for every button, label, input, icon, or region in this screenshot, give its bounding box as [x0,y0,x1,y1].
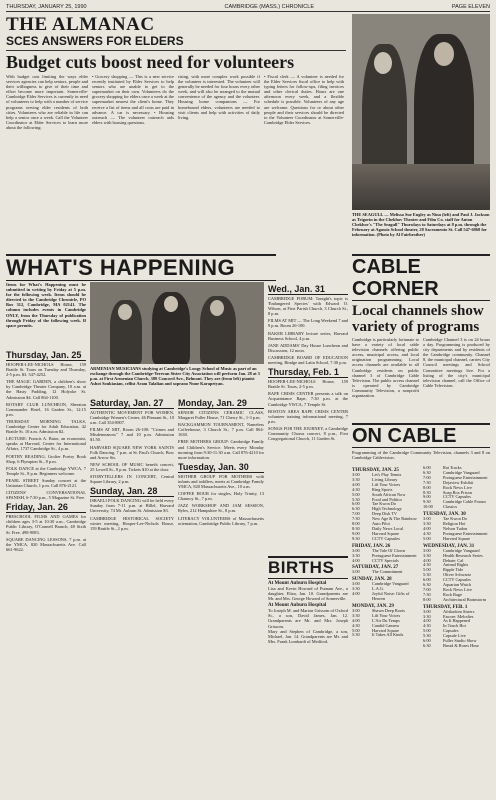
seagull-photo [352,14,490,210]
event-item: PRESCHOOL FILMS AND GAMES for children ages 3-5 at 10:30 a.m., Cambridge Public Library, O'Connell Branch, 48 Sixth St. Free. 498-9083. [6,514,86,535]
schedule-time: 3:30 [423,521,431,527]
schedule-time: 4:00 [423,525,431,531]
schedule-time: 4:30 [423,562,431,568]
events-column-4 [268,282,348,552]
schedule-program: Lift Your Voices [372,612,401,618]
schedule-left-column [352,466,419,796]
event-item: LITERACY VOLUNTEERS of Massachusetts orientation, Cambridge Public Library, 7 p.m. [178,515,264,526]
events-column-3 [178,396,264,796]
schedule-time: 3:30 [423,613,431,619]
schedule-time: 4:30 [352,622,360,628]
schedule-program: Debate: Cal [443,557,464,563]
schedule-row [352,559,419,564]
cable-corner-header: CABLE CORNER [352,254,490,301]
schedule-row [352,537,419,542]
schedule-program: CCTV Capsules [372,535,400,541]
schedule-program: Portuguese Entertainment [443,474,488,480]
schedule-time: 6:30 [423,469,431,475]
schedule-time: 3:00 [352,607,360,613]
schedule-program: The Tale Of Clown [372,547,406,553]
births-list [268,581,348,644]
event-day-heading: Wed., Jan. 31 [268,284,348,295]
schedule-time: 8:30 [423,489,431,495]
schedule-time: 3:30 [352,552,360,558]
schedule-time: 7:30 [352,516,360,522]
births-title: BIRTHS [268,556,348,579]
schedule-program: Nelson Tudon [443,525,468,531]
event-item: BAKER LIBRARY lecture series, Harvard Business School, 4 p.m. [268,330,348,341]
schedule-program: Tae Kwon Do [372,501,397,507]
whats-happening-intro: Items for What's Happening must be submitted in writing by Friday at 5 p.m. for the following week. Items should be directed to the Cambridge Chronicle, PO Box 312, Cambridge, MA 02141. The column includes events in Cambridge ONLY, from the Thursday of publication through Friday of the following week. If space permits. [6,282,86,328]
event-day-heading: Thursday, Jan. 25 [6,350,86,361]
schedule-program: Oliver Schwartz [443,572,472,578]
schedule-time: 4:30 [423,530,431,536]
event-item: BOSTON AREA RAPE CRISIS CENTER volunteer training informational meeting, 7 p.m. [268,408,348,424]
schedule-time: 6:30 [423,643,431,648]
schedule-time: 8:00 [423,596,431,602]
schedule-program: Capsules [443,628,459,634]
schedule-row [352,633,419,638]
event-item: THE MAGIC GARDEN, a children's show by Cambridge Theater Company, 10 a.m. at the Hasty Pudding, 12 Holyoke St. Admission $4. Call 864-1100. [6,379,86,400]
armenian-musicians-photo [90,282,264,364]
schedule-program: Aquarian Watch [443,582,471,588]
schedule-time: 7:00 [423,474,431,480]
cable-column-1: Cambridge is particularly fortunate to have a variety of local cable television channels offering public access, municipal access, and local origination programming. Local access channels are available to all Cambridge residents on public channel 3 of Cambridge Cable Television. The public access channel is operated by Cambridge Community Television, a nonprofit organization. [352,337,419,399]
schedule-time: 5:30 [423,633,431,639]
event-day-heading: Tuesday, Jan. 30 [178,462,264,473]
schedule-time: 5:30 [352,496,360,502]
schedule-time: 4:00 [352,557,360,563]
schedule-program: Joyful Noise: Gifts of Heaven [372,591,410,602]
schedule-time: 7:30 [423,591,431,597]
schedule-program: Soap Box Prison [443,489,472,495]
schedule-program: Daily News Local [372,525,404,531]
schedule-time: 7:00 [352,511,360,517]
schedule-program: Portuguese Entertainment [372,552,417,558]
schedule-program: Afrikadom Sisters [443,608,475,614]
armenian-musicians-caption: ARMENIAN MUSICIANS studying at Cambridge's Longy School of Music as part of an exchange through the Cambridge-Yerevan Sister City Association will perform Jan. 28 at 3 p.m. at First Armenian Church, 380 Concord Ave., Belmont. They are (from left) pianist Ashot Soukiasian, cellist Aram Talalian and soprano Nune Karapetyan. [90,366,260,387]
schedule-time: 3:00 [423,547,431,553]
schedule-program: Cambridge Cable Forum [443,499,486,505]
schedule-day-heading: TUESDAY, JAN. 30 [423,512,466,518]
schedule-time: 3:00 [352,581,360,587]
event-item: FILMS AT MIT — The Long Weekend 7 and 9 p.m. Room 26-100. [268,318,348,329]
schedule-time: 9:30 [423,499,431,505]
schedule-program: Bread & Roses Hour [443,643,479,648]
almanac-headline: Budget cuts boost need for volunteers [6,52,295,72]
cable-headline: Local channels show variety of programs [352,303,484,335]
schedule-program: In Touch Hot [443,623,466,629]
schedule-program: Fuller Studio Show [443,638,477,644]
schedule-time: 4:00 [352,591,360,597]
schedule-day-heading: SATURDAY, JAN. 27 [352,565,399,571]
schedule-program: Cambridge Vanguard [372,581,409,587]
event-item: FOLK DANCE at the Cambridge YWCA, 7 Temple St., 8 p.m. Beginners welcome. [6,465,86,476]
schedule-row [423,505,490,510]
schedule-program: Auto Pilot [372,521,390,527]
event-item: POETRY READING, Grolier Poetry Book Shop, 6 Plympton St., 8 p.m. [6,453,86,464]
event-item: FREE MOTHERS GROUP: Cambridge Family and Children's Service. Meets every Monday morning from 9:30-11:30 a.m. Call 876-4210 for more information. [178,439,264,460]
schedule-time: 10:00 [423,504,433,510]
schedule-program: Deep Dish TV [372,511,397,517]
event-item: SENIOR CITIZENS CERAMIC CLASS, Margaret Fuller House, 71 Cherry St., 1-3 p.m. [178,410,264,421]
folio-page-number: PAGE ELEVEN [451,4,490,10]
schedule-program: Cambridge Vanguard [443,547,480,553]
event-item: AUTHENTIC MOVEMENT FOR WOMEN, Cambridge Women's Center, 46 Pleasant St., 10 a.m. Call 354-8807. [90,410,174,426]
schedule-time: 4:00 [352,617,360,623]
schedule-day-heading: THURSDAY, FEB. 1 [423,604,468,610]
schedule-time: 9:00 [423,494,431,500]
schedule-program: Rock News Live [443,586,472,592]
event-item: ROTARY CLUB LUNCHEON, Sheraton Commander Hotel, 16 Garden St., 12:15 p.m. [6,401,86,417]
birth-entry: To Joseph M. and Marion Grissom of Oxford St., a son, David James, Jan. 12. Grandparents are Mr. and Mrs. Joseph Grissom. [268,608,348,629]
schedule-time: 3:30 [352,476,360,482]
schedule-time: 9:30 [352,535,360,541]
schedule-right-column [423,466,490,796]
schedule-time: 6:00 [423,466,431,470]
schedule-program: As It Happened [443,618,470,624]
on-cable-header: ON CABLE [352,423,490,448]
schedule-program: South African Now [372,491,406,497]
schedule-program: Cambridge Vanguard [443,469,480,475]
schedule-program: Encore: Melodies [443,613,474,619]
schedule-time: 4:00 [423,618,431,624]
schedule-time: 7:00 [423,586,431,592]
event-item: HOOPER-LEE-NICHOLS House, 159 Brattle St. Tours on Tuesday and Thursday, 2-5 p.m. $3. 547-4252. [6,362,86,378]
schedule-row [423,537,490,542]
schedule-time: 3:00 [423,516,431,522]
almanac-section [6,14,490,254]
folio-publication: CAMBRIDGE (MASS.) CHRONICLE [224,4,315,10]
event-day-heading: Thursday, Feb. 1 [268,367,348,378]
on-cable-intro: Programming of the Cambridge Community Television, channels 3 and 8 on Cambridge Cablevision. [352,450,490,461]
schedule-program: Candid Camera [372,622,399,628]
schedule-program: Animal Rights [443,562,469,568]
schedule-program: Classics [443,504,458,510]
schedule-program: Living Library [372,476,398,482]
birth-hospital-heading: At Mount Auburn Hospital [268,581,327,586]
schedule-program: CCTV Capsules [443,577,471,583]
schedule-program: Rock News Live [443,484,472,490]
schedule-time: 9:00 [352,530,360,536]
schedule-time: 4:00 [352,481,360,487]
schedule-program: Dejaview Exhibit [443,479,474,485]
schedule-day-heading: THURSDAY, JAN. 25 [352,468,399,473]
event-item: THURSDAY MORNING TALKS, Cambridge Center for Adult Education, 42 Brattle St. 10 a.m. Admission $2. [6,418,86,435]
almanac-column-1: With budget cuts limiting the ways elder services agencies can help seniors, people and their willingness to give of their time and effort become more important. Somerville-Cambridge Elder Services is currently in need of volunteers to help with a number of service programs serving elder residents of both cities. Volunteers who are reliable in life can help a senior once a week. Call the Volunteer Coordinator at Elder Services to learn more about the following: [6,74,88,130]
folio-line [6,4,490,12]
almanac-masthead: THE ALMANAC [6,14,155,35]
seagull-photo-caption: THE SEAGULL — Melissa Sue Engley as Nina (left) and Paul J. Jackson as Trigorin in the Chekhov Theater and Film Co. staff for Anton Chekhov's "The Seagull" Thursdays to Saturdays at 8 p.m. through the February at Agassiz School theater, 28 Sacramento St. Call 547-6868 for information. (Photo by Al Fairbrother) [352,212,490,238]
schedule-time: 8:00 [352,521,360,527]
schedule-time: 3:00 [352,547,360,553]
schedule-program: New Age & The Rainbow [372,516,417,522]
schedule-time: 3:30 [352,586,360,592]
schedule-time: 5:00 [423,567,431,573]
event-day-heading: Saturday, Jan. 27 [90,398,174,409]
schedule-program: Food and Politics [372,496,403,502]
event-item: CAMBRIDGE BOARD OF EDUCATION meeting, Rindge and Latin School, 7:30 p.m. [268,354,348,366]
event-item: NEW SCHOOL OF MUSIC benefit concert, 25 Lowell St., 8 p.m. Tickets $10 at the door. [90,461,174,472]
schedule-time: 5:00 [423,628,431,634]
schedule-day-heading: SUNDAY, JAN. 28 [352,577,392,583]
event-item: CAMBRIDGE FORUM: Tonight's topic is 'Endangered Species' with Edward O. Wilson, at First Parish Church, 3 Church St., 8 p.m. [268,296,348,317]
schedule-time: 3:30 [352,612,360,618]
events-column-2 [90,396,174,796]
schedule-time: 6:00 [423,577,431,583]
birth-entry: Mary and Stephen of Cambridge, a son, Michael, Jan. 14. Grandparents are Mr. and Mrs. Frank Lombardi of Medford. [268,628,348,644]
schedule-program: Harvard Square [372,530,400,536]
schedule-time: 5:30 [352,632,360,638]
schedule-time: 3:00 [352,472,360,477]
schedule-row [352,592,419,602]
cable-column-2: Cambridge Channel 3 is on 24 hours a day. Programming is produced by city departments and by residents of the Cambridge community. Channel 8, the municipal channel, carries City Council meetings and School Committee meetings live. For a listing of the city's municipal television channel, call the Office of Cable Television. [423,337,490,388]
schedule-program: Rat Tracks [443,466,462,470]
almanac-column-2: • Grocery shopping — This is a new service recently instituted by Elder Services to help seniors who are unable to get to the supermarket on their own. Volunteers do the grocery shopping for elders once a week at the supermarket nearest the client's home. They receive a list of items and all costs are paid in advance. A car is necessary. • Housing outreach — The volunteer outreach aids elders with housing questions. [92,74,174,125]
schedule-time: 6:30 [423,582,431,588]
schedule-program: Shawn Deep Roots [372,607,405,613]
event-item: JANE ADDAMS' Day House Luncheon and Discussion, 12 noon. [268,342,348,353]
schedule-time: 4:00 [423,557,431,563]
schedule-program: CCTV Capsules [443,494,471,500]
almanac-column-3: rising, with more complex work possible if the volunteer is interested. The volunteer will generally be needed for four hours every other week, and will also be arranged to the mutual convenience of the agency and the volunteer. Housing home companions — For homebound elders, volunteers are needed to visit clients and help with activities of daily living. [178,74,260,120]
event-day-heading: Monday, Jan. 29 [178,398,264,409]
schedule-time: 6:00 [423,638,431,644]
schedule-row [423,644,490,649]
event-item: CAMBRIDGE HISTORICAL SOCIETY winter meeting, Hooper-Lee-Nichols House, 159 Brattle St., 2 p.m. [90,515,174,531]
events-column-1 [6,348,86,796]
schedule-program: Religion Hot [443,521,466,527]
schedule-row [352,570,419,575]
births-section [268,556,348,796]
event-item: SONGS FOR THE JOURNEY, a Cambridge Community Chorus concert, 8 p.m., First Congregational Church, 11 Garden St. [268,425,348,442]
birth-hospital-heading: At Mount Auburn Hospital [268,603,327,609]
schedule-day-heading: WEDNESDAY, JAN. 31 [423,543,475,549]
schedule-time: 5:30 [423,572,431,578]
schedule-program: L'Air Du Temps [372,617,400,623]
schedule-time: 8:00 [423,484,431,490]
schedule-program: Architectural Brainstorm [443,596,487,602]
event-item: MOTHER GROUP FOR MOTHERS with infants and toddlers, meets at Cambridge Family YMCA, 820 Massachusetts Ave., 10 a.m. [178,473,264,490]
schedule-program: Ripple Tide [443,567,464,573]
schedule-program: Portuguese Entertainment [443,530,488,536]
schedule-program: The Commitment [372,569,403,575]
schedule-day-heading: FRIDAY, JAN. 26 [352,543,391,549]
schedule-time: 6:30 [352,506,360,512]
schedule-program: Capsule Live [443,633,466,639]
schedule-time: 3:30 [423,552,431,558]
event-item: COFFEE HOUR for singles, Holy Trinity, 13 Chauncy St., 7 p.m. [178,491,264,502]
event-item: LECTURE: Francis A. Bator, an economist, speaks at Harvard, Center for International Affairs, 1737 Cambridge St., 4 p.m. [6,436,86,452]
schedule-time: 3:00 [423,608,431,614]
schedule-time: 3:00 [352,569,360,575]
event-item: STORYTELLERS IN CONCERT, Central Square Library, 2 p.m. [90,474,174,485]
schedule-program: Rock Rage [443,591,462,597]
schedule-program: Lift Your Voices [372,481,401,487]
almanac-column-4: • Fiscal clerk — A volunteer is needed for the Elder Services fiscal office to help with typing letters for follow-ups, filing invoices and other clerical duties. Hours are one afternoon every week, and a flexible schedule is possible. Volunteers of any age are welcome. Questions for or about other people and their services should be directed to the Volunteer Coordinator at Somerville-Cambridge Elder Services. [264,74,344,125]
schedule-program: It Takes All Kinds [372,632,404,638]
schedule-program: L.A.G. [372,586,385,592]
event-item: BACKGAMMON TOURNAMENT, Nameless Coffeehouse, 3 Church St., 7 p.m. Call 864-1630. [178,422,264,438]
schedule-day-heading: MONDAY, JAN. 29 [352,603,394,609]
event-day-heading: Sunday, Jan. 28 [90,486,174,497]
whats-happening-title: WHAT'S HAPPENING [6,254,276,281]
schedule-program: CCTV Specials [372,557,399,563]
event-day-heading: Friday, Jan. 26 [6,502,86,513]
event-item: RAPE CRISIS CENTER presents a talk on Acquaintance Rape, 7:30 p.m. at the Cambridge YWCA, 7 Temple St. [268,391,348,407]
event-item: JAZZ WORKSHOP AND JAM SESSION, Ryles, 212 Hampshire St., 8 p.m. [178,503,264,514]
event-item: ISRAELI FOLK DANCING will be held every Sunday from 7-11 p.m. at Hillel, Harvard University, 74 Mt. Auburn St. Admission $3. [90,498,174,514]
schedule-program: Tae Kwon Do [443,516,468,522]
schedule-program: High Technology [372,506,402,512]
newspaper-page [6,4,490,796]
event-item: HARVARD SQUARE NEW YORK SAINTS Folk Dancing, 7 p.m. at St. Paul's Church, Bow and Arrow Sts. [90,444,174,460]
schedule-program: Harvard Square [372,627,400,633]
schedule-time: 5:00 [352,491,360,497]
schedule-time: 5:00 [423,535,431,541]
almanac-kicker: SCES ANSWERS FOR ELDERS [6,34,184,48]
folio-date: THURSDAY, JANUARY 25, 1990 [6,4,87,10]
event-item: SQUARE DANCING LESSONS, 7 p.m. at the YMCA, 820 Massachusetts Ave. Call 661-9622. [6,536,86,552]
schedule-program: Health Research Series [443,552,483,558]
schedule-time: 7:30 [423,479,431,485]
cable-corner-section [352,254,490,796]
schedule-time: 4:30 [352,486,360,492]
event-item: PEARL STREET Sunday concert at the Unitarian Church, 1 p.m. Call 876-2121. [6,477,86,488]
event-item: CITIZENS' CONVERSATIONAL SPANISH, 6-7:30 p.m., 5 Magazine St. Free. [6,490,86,501]
schedule-time: 4:30 [423,623,431,629]
schedule-program: Harvard Square [443,535,471,541]
schedule-time: 6:00 [352,501,360,507]
schedule-program: Ring Sports [372,486,393,492]
schedule-time: 5:00 [352,627,360,633]
schedule-program: Let's Play Tennis [372,472,402,477]
event-item: HOOPER-LEE-NICHOLS House, 159 Brattle St. Tours, 2-5 p.m. [268,379,348,390]
schedule-row [423,598,490,603]
schedule-time: 8:30 [352,525,360,531]
event-item: FILMS AT MIT, Room 26-100: "Crimes and Misdemeanors" 7 and 10 p.m. Admission $1.50. [90,427,174,443]
birth-entry: Lisa and Kevin Howard of Putnam Ave., a daughter, Eliza, Jan. 10. Grandparents are Mr. and Mrs. George Howard of Somerville. [268,586,348,602]
